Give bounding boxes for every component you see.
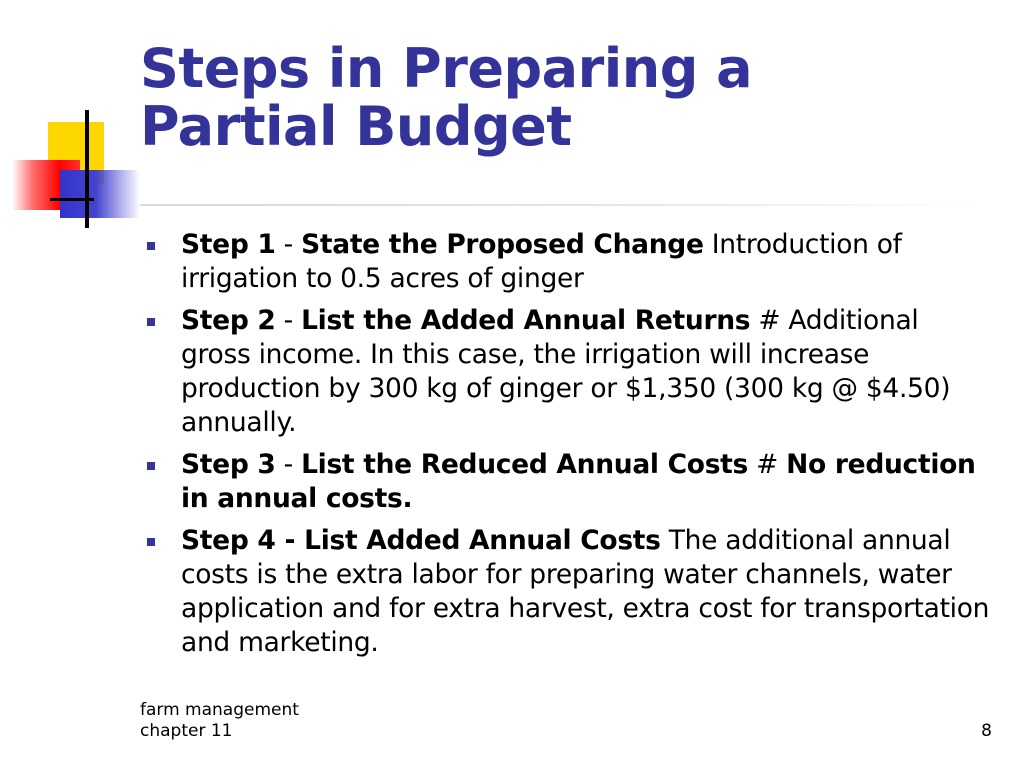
footer-line-1: farm management [140, 700, 299, 720]
step-heading: List the Reduced Annual Costs [301, 449, 749, 480]
step-text: The additional annual costs is the extra labor for preparing water channels, water application and for extra harvest, extra cost for transportation and marketing. [181, 525, 990, 658]
bullet-marker-icon [147, 462, 155, 470]
step-heading: State the Proposed Change [301, 229, 704, 260]
footer [140, 700, 299, 742]
bullet-marker-icon [147, 242, 155, 250]
step-heading: List the Added Annual Returns [301, 305, 751, 336]
step-separator: - [275, 305, 302, 336]
horizontal-line [50, 198, 94, 201]
page-number: 8 [981, 721, 992, 741]
bullet-step-1 [181, 228, 991, 296]
bullet-step-4 [181, 524, 991, 660]
bullet-step-2 [181, 304, 991, 440]
title-line-2: Partial Budget [140, 95, 572, 158]
step-separator: - [275, 449, 302, 480]
title-line-1: Steps in Preparing a [140, 37, 753, 100]
footer-line-2: chapter 11 [140, 721, 233, 741]
vertical-line [85, 110, 89, 228]
step-text: # Additional gross income. In this case, the irrigation will increase production by 300 kg of ginger or $1,350 (300 kg @ $4.50) annually. [181, 305, 951, 438]
step-label: Step 2 [181, 305, 276, 336]
bullet-marker-icon [147, 538, 155, 546]
step-bold-tail: No reduction in annual costs. [181, 449, 976, 514]
bullet-marker-icon [147, 318, 155, 326]
blue-square [60, 170, 140, 218]
step-text: # [748, 449, 787, 480]
step-label: Step 3 [181, 449, 276, 480]
step-label: Step 1 [181, 229, 276, 260]
step-separator: - [275, 229, 302, 260]
slide-title [140, 37, 980, 158]
step-text: Introduction of irrigation to 0.5 acres of ginger [181, 229, 902, 294]
bullet-list [181, 228, 991, 668]
bullet-step-3 [181, 448, 991, 516]
title-divider [140, 204, 980, 206]
step-heading: Step 4 - List Added Annual Costs [181, 525, 661, 556]
corner-decoration [0, 0, 150, 240]
